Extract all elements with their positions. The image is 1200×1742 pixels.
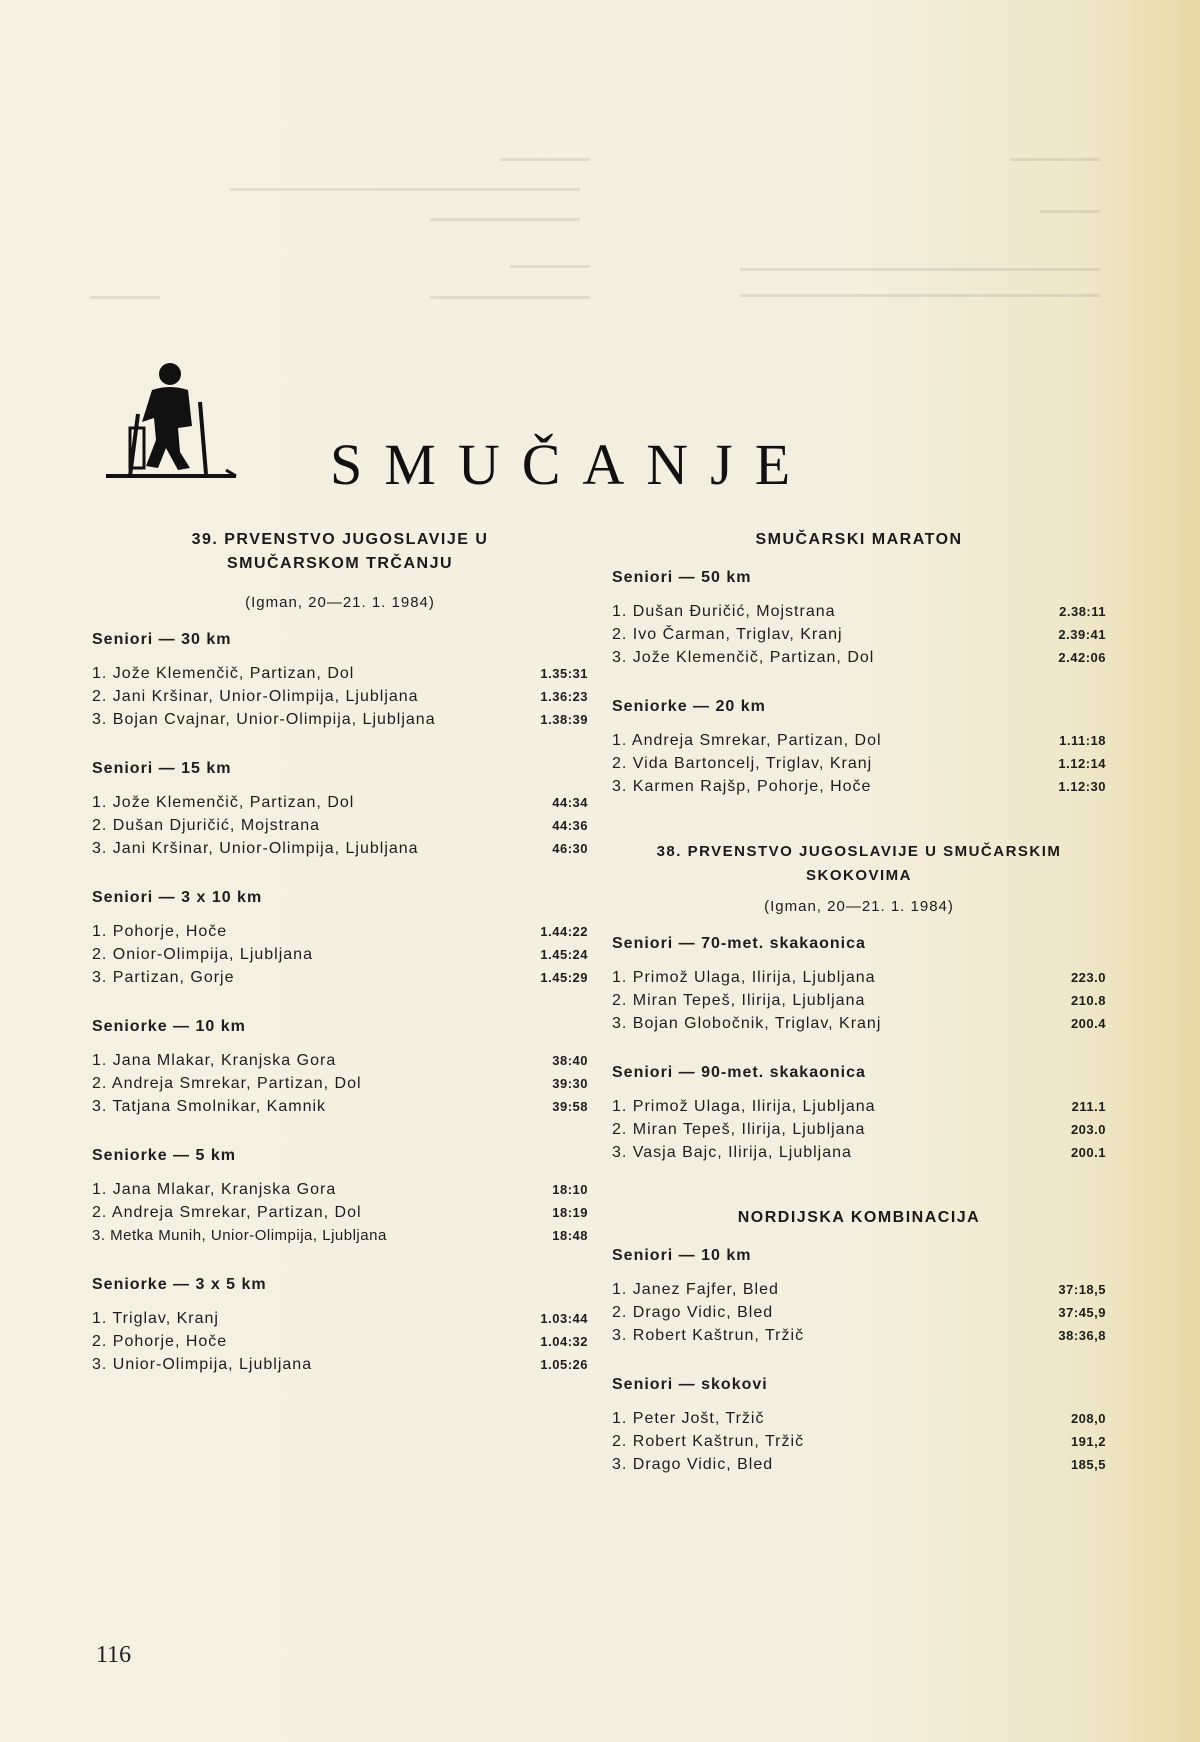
result-row: [92, 1095, 588, 1118]
result-row: [612, 1278, 1106, 1301]
athlete-name: 2. Miran Tepeš, Ilirija, Ljubljana: [612, 992, 866, 1009]
results-block: [92, 1144, 588, 1247]
result-value: 223.0: [1070, 970, 1106, 985]
results-block: [612, 1373, 1106, 1476]
result-value: 211.1: [1071, 1099, 1106, 1114]
athlete-name: 1. Jana Mlakar, Kranjska Gora: [92, 1181, 337, 1198]
athlete-name: 1. Jože Klemenčič, Partizan, Dol: [92, 665, 355, 682]
result-value: 200.1: [1070, 1145, 1106, 1160]
team-name: 1. Triglav, Kranj: [92, 1310, 219, 1327]
athlete-name: 2. Miran Tepeš, Ilirija, Ljubljana: [612, 1121, 866, 1138]
results-block: [92, 1015, 588, 1118]
result-value: 191,2: [1070, 1434, 1106, 1449]
athlete-name: 3. Jože Klemenčič, Partizan, Dol: [612, 649, 875, 666]
result-row: [92, 685, 588, 708]
result-value: 1.38:39: [540, 712, 588, 727]
result-row: [612, 1095, 1106, 1118]
result-row: [92, 708, 588, 731]
result-row: [612, 1430, 1106, 1453]
athlete-name: 1. Andreja Smrekar, Partizan, Dol: [612, 732, 882, 749]
result-row: [612, 752, 1106, 775]
result-value: 37:45,9: [1058, 1305, 1106, 1320]
result-row: [612, 729, 1106, 752]
athlete-name: 3. Vasja Bajc, Ilirija, Ljubljana: [612, 1144, 852, 1161]
page-title: SMUČANJE: [330, 432, 813, 497]
athlete-name: 3. Jani Kršinar, Unior-Olimpija, Ljubljana: [92, 840, 419, 857]
category-title: Seniori — skokovi: [612, 1376, 768, 1393]
result-row: [612, 623, 1106, 646]
team-name: 3. Partizan, Gorje: [92, 969, 235, 986]
result-row: [92, 1330, 588, 1353]
result-row: [92, 814, 588, 837]
result-row: [92, 1201, 588, 1224]
result-row: [92, 1049, 588, 1072]
athlete-name: 1. Primož Ulaga, Ilirija, Ljubljana: [612, 969, 876, 986]
page-number: 116: [96, 1642, 132, 1668]
athlete-name: 1. Jana Mlakar, Kranjska Gora: [92, 1052, 337, 1069]
category-title: Seniorke — 20 km: [612, 698, 766, 715]
result-row: [612, 600, 1106, 623]
results-block: [612, 566, 1106, 669]
results-block: [92, 1273, 588, 1376]
result-row: [612, 1012, 1106, 1035]
section-heading: SMUČARSKI MARATON: [755, 531, 963, 548]
result-value: 39:30: [552, 1076, 588, 1091]
result-value: 208,0: [1070, 1411, 1106, 1426]
result-value: 185,5: [1070, 1457, 1106, 1472]
athlete-name: 3. Bojan Globočnik, Triglav, Kranj: [612, 1015, 882, 1032]
result-row: [612, 1118, 1106, 1141]
athlete-name: 1. Jože Klemenčič, Partizan, Dol: [92, 794, 355, 811]
venue-date: (Igman, 20—21. 1. 1984): [764, 898, 954, 915]
result-row: [92, 943, 588, 966]
result-row: [92, 1353, 588, 1376]
athlete-name: 2. Andreja Smrekar, Partizan, Dol: [92, 1204, 362, 1221]
results-block: [92, 628, 588, 731]
category-title: Seniori — 15 km: [92, 760, 232, 777]
athlete-name: 2. Jani Kršinar, Unior-Olimpija, Ljubljana: [92, 688, 419, 705]
athlete-name: 1. Janez Fajfer, Bled: [612, 1281, 779, 1298]
athlete-name: 3. Metka Munih, Unior-Olimpija, Ljubljana: [92, 1227, 387, 1244]
result-row: [92, 1224, 588, 1247]
venue-date: (Igman, 20—21. 1. 1984): [245, 594, 435, 611]
result-row: [612, 989, 1106, 1012]
category-title: Seniori — 50 km: [612, 569, 752, 586]
category-title: Seniori — 90-met. skakaonica: [612, 1064, 866, 1081]
result-value: 1.03:44: [540, 1311, 588, 1326]
result-row: [92, 1072, 588, 1095]
category-title: Seniori — 70-met. skakaonica: [612, 935, 866, 952]
result-value: 1.04:32: [540, 1334, 588, 1349]
result-value: 1.44:22: [540, 924, 588, 939]
result-row: [612, 966, 1106, 989]
category-title: Seniorke — 3 x 5 km: [92, 1276, 267, 1293]
result-value: 2.38:11: [1059, 604, 1106, 619]
result-value: 18:19: [552, 1205, 588, 1220]
athlete-name: 2. Ivo Čarman, Triglav, Kranj: [612, 626, 843, 643]
athlete-name: 3. Robert Kaštrun, Tržič: [612, 1327, 805, 1344]
result-value: 44:36: [552, 818, 588, 833]
result-value: 1.12:14: [1058, 756, 1106, 771]
result-value: 200.4: [1070, 1016, 1106, 1031]
team-name: 2. Pohorje, Hoče: [92, 1333, 228, 1350]
category-title: Seniori — 10 km: [612, 1247, 752, 1264]
result-row: [92, 791, 588, 814]
result-value: 38:40: [552, 1053, 588, 1068]
team-name: 1. Pohorje, Hoče: [92, 923, 228, 940]
athlete-name: 3. Drago Vidic, Bled: [612, 1456, 774, 1473]
team-name: 3. Unior-Olimpija, Ljubljana: [92, 1356, 313, 1373]
section-heading: NORDIJSKA KOMBINACIJA: [737, 1209, 981, 1226]
team-name: 2. Onior-Olimpija, Ljubljana: [92, 946, 313, 963]
result-row: [612, 646, 1106, 669]
result-row: [612, 1141, 1106, 1164]
result-value: 210.8: [1070, 993, 1106, 1008]
result-row: [612, 1324, 1106, 1347]
result-value: 1.36:23: [540, 689, 588, 704]
result-row: [92, 966, 588, 989]
result-value: 1.05:26: [540, 1357, 588, 1372]
results-block: [612, 1061, 1106, 1164]
result-value: 38:36,8: [1058, 1328, 1106, 1343]
result-row: [92, 1307, 588, 1330]
result-row: [92, 1178, 588, 1201]
athlete-name: 2. Andreja Smrekar, Partizan, Dol: [92, 1075, 362, 1092]
result-value: 1.45:24: [540, 947, 588, 962]
category-title: Seniori — 3 x 10 km: [92, 889, 263, 906]
result-row: [92, 662, 588, 685]
result-value: 1.45:29: [540, 970, 588, 985]
results-block: [612, 932, 1106, 1035]
category-title: Seniorke — 5 km: [92, 1147, 236, 1164]
skier-icon: [100, 356, 240, 486]
result-row: [612, 1453, 1106, 1476]
athlete-name: 3. Bojan Cvajnar, Unior-Olimpija, Ljubljana: [92, 711, 436, 728]
result-value: 1.35:31: [540, 666, 588, 681]
result-value: 39:58: [552, 1099, 588, 1114]
athlete-name: 2. Robert Kaštrun, Tržič: [612, 1433, 805, 1450]
athlete-name: 1. Dušan Đuričić, Mojstrana: [612, 603, 836, 620]
result-value: 18:10: [552, 1182, 588, 1197]
result-row: [92, 837, 588, 860]
category-title: Seniorke — 10 km: [92, 1018, 246, 1035]
result-row: [612, 1301, 1106, 1324]
result-value: 18:48: [552, 1228, 588, 1243]
results-block: [92, 757, 588, 860]
athlete-name: 2. Dušan Djuričić, Mojstrana: [92, 817, 321, 834]
results-block: [92, 886, 588, 989]
section-heading: 38. PRVENSTVO JUGOSLAVIJE U SMUČARSKIM SKOKOVIMA: [656, 843, 1062, 884]
athlete-name: 1. Peter Jošt, Tržič: [612, 1410, 765, 1427]
category-title: Seniori — 30 km: [92, 631, 232, 648]
result-value: 203.0: [1070, 1122, 1106, 1137]
athlete-name: 2. Vida Bartoncelj, Triglav, Kranj: [612, 755, 873, 772]
section-heading: 39. PRVENSTVO JUGOSLAVIJE U SMUČARSKOM TRČANJU: [191, 531, 489, 572]
result-row: [612, 1407, 1106, 1430]
right-column: [612, 528, 1106, 1476]
result-value: 2.39:41: [1058, 627, 1106, 642]
results-block: [612, 695, 1106, 798]
result-row: [612, 775, 1106, 798]
result-value: 37:18,5: [1058, 1282, 1106, 1297]
athlete-name: 3. Karmen Rajšp, Pohorje, Hoče: [612, 778, 872, 795]
result-value: 46:30: [552, 841, 588, 856]
result-value: 1.12:30: [1058, 779, 1106, 794]
athlete-name: 1. Primož Ulaga, Ilirija, Ljubljana: [612, 1098, 876, 1115]
results-block: [612, 1244, 1106, 1347]
left-column: [92, 528, 588, 1376]
result-row: [92, 920, 588, 943]
result-value: 2.42:06: [1058, 650, 1106, 665]
result-value: 44:34: [552, 795, 588, 810]
show-through-background: [0, 0, 1200, 330]
athlete-name: 2. Drago Vidic, Bled: [612, 1304, 774, 1321]
result-value: 1.11:18: [1059, 733, 1106, 748]
athlete-name: 3. Tatjana Smolnikar, Kamnik: [92, 1098, 327, 1115]
